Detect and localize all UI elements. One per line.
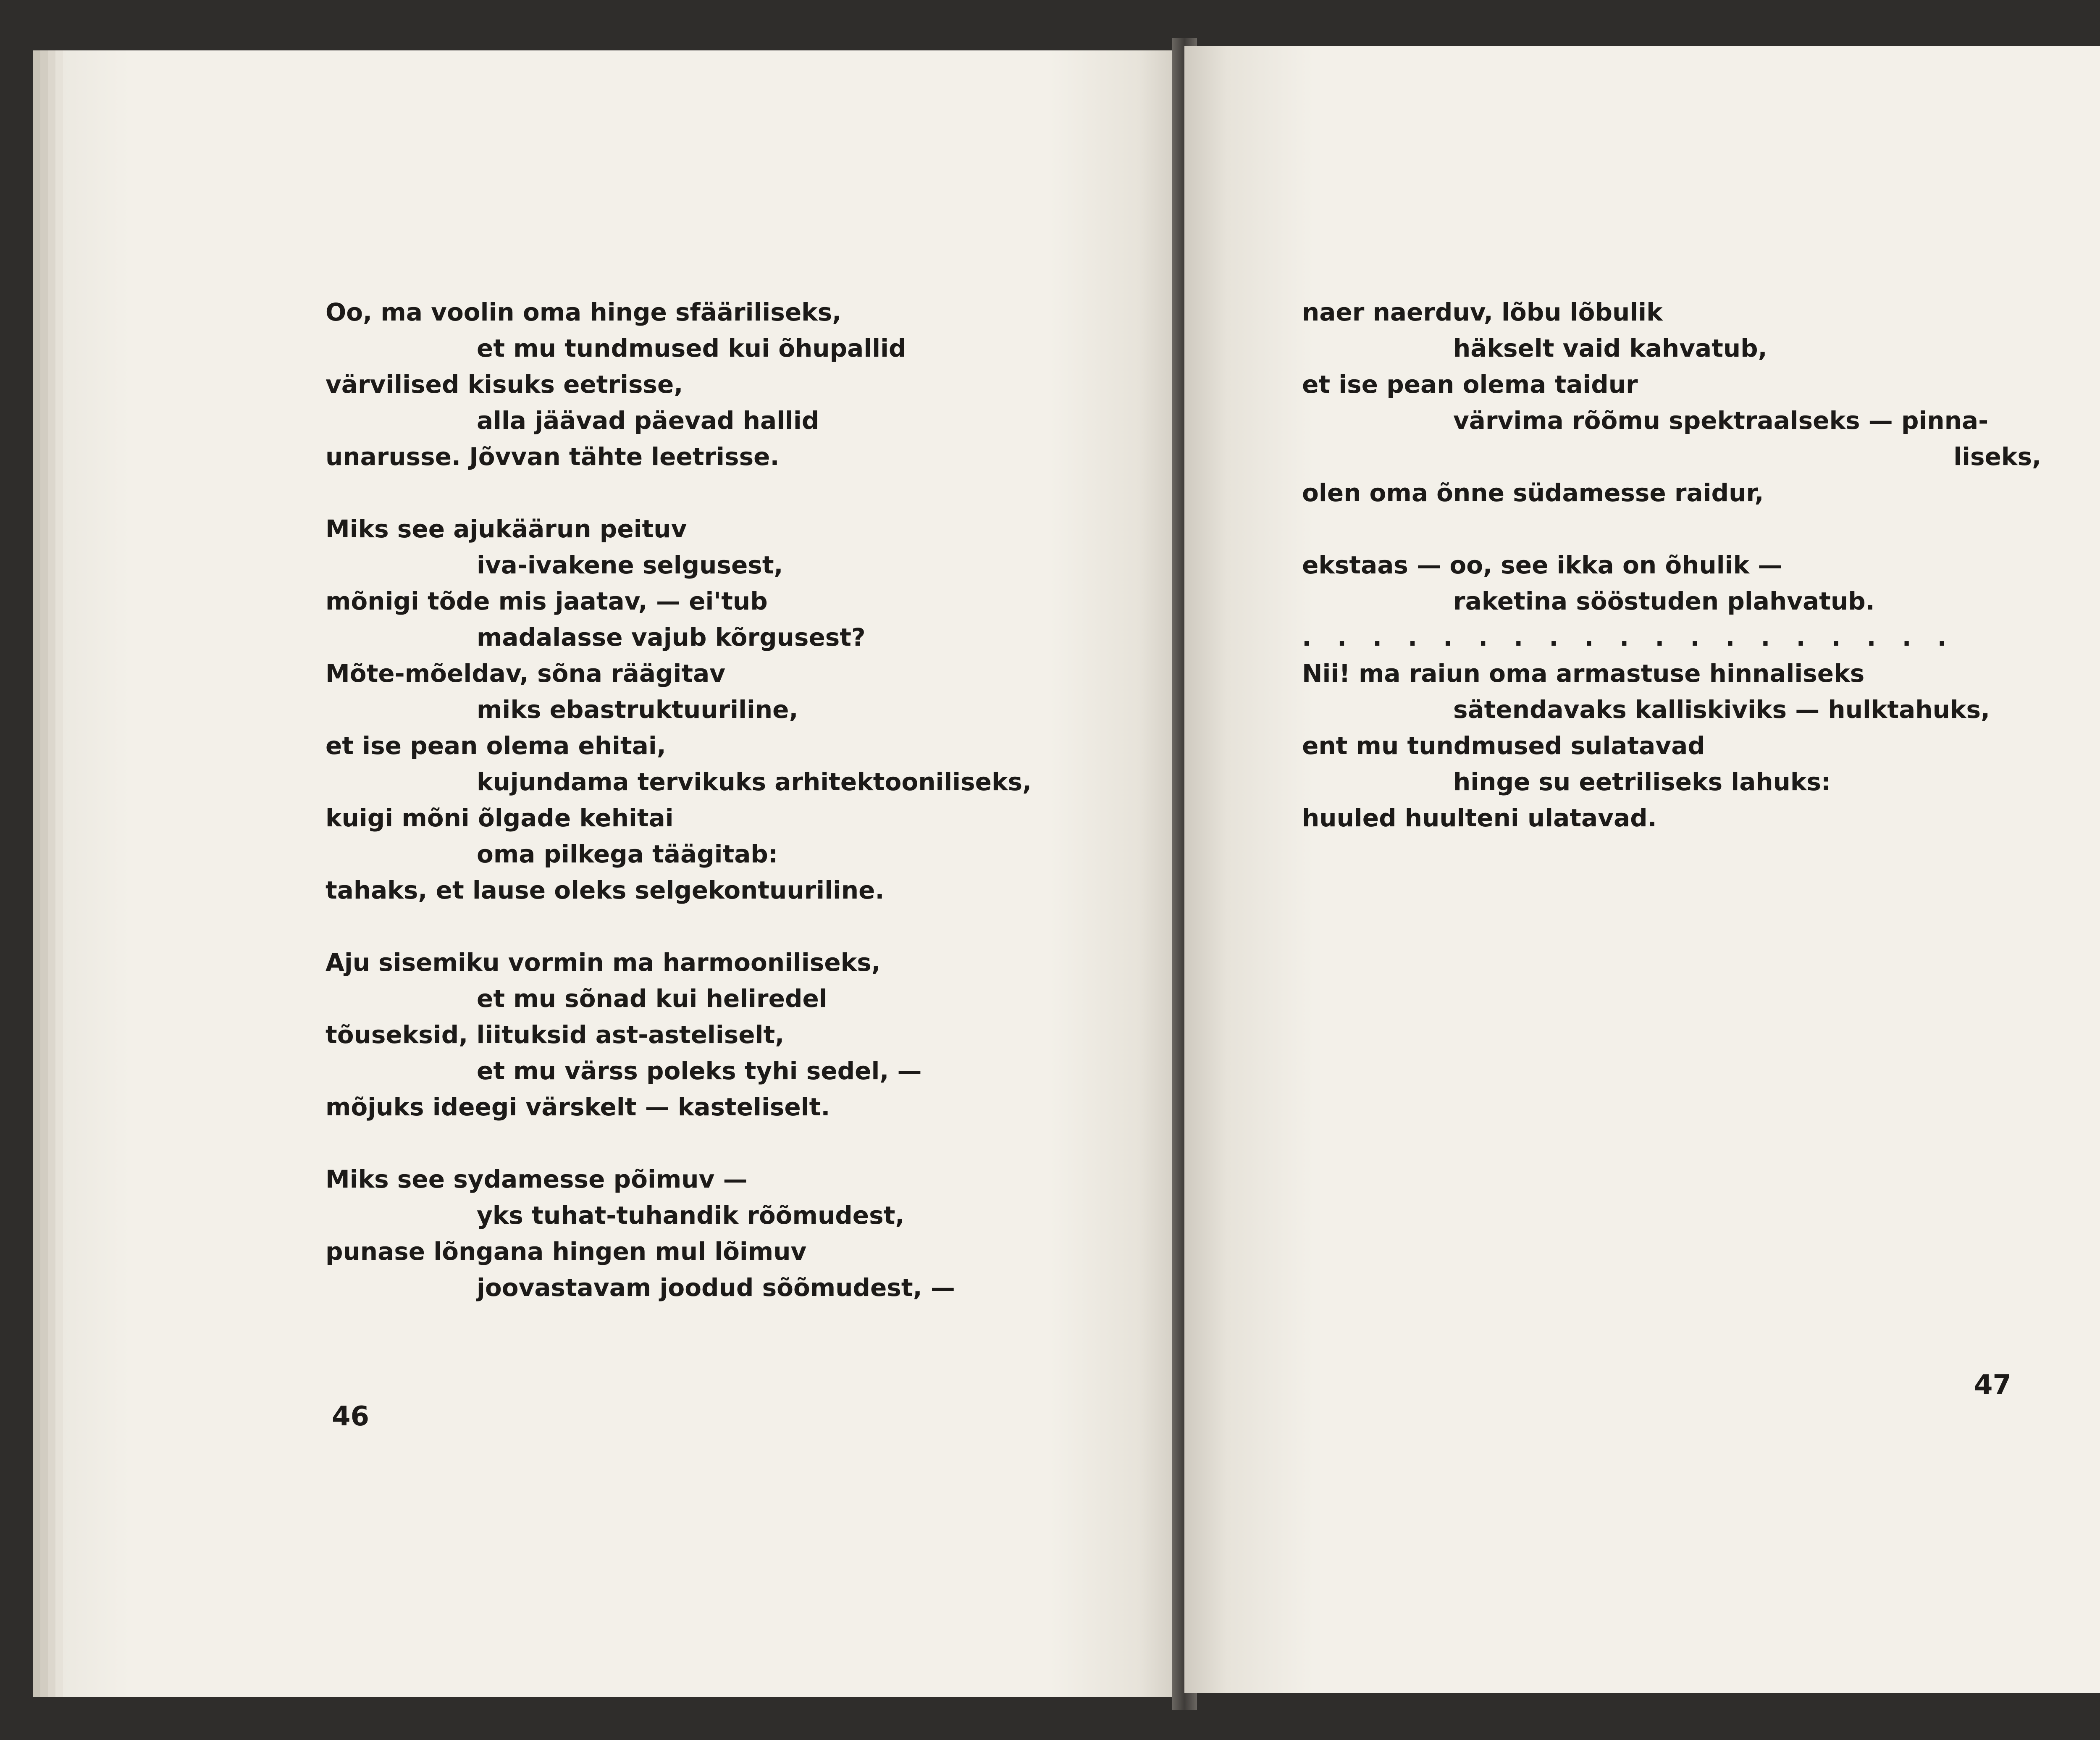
poem-line: mõnigi tõde mis jaatav, — ei'tub — [326, 587, 768, 615]
poem-line-continuation: liseks, — [1953, 442, 2041, 471]
poem-line: et mu tundmused kui õhupallid — [477, 334, 906, 363]
poem-line: olen oma õnne südamesse raidur, — [1302, 478, 1764, 507]
poem-line: et ise pean olema taidur — [1302, 370, 1638, 399]
right-page — [1184, 46, 2100, 1693]
poem-line: raketina sööstuden plahvatub. — [1453, 587, 1875, 615]
poem-line: tahaks, et lause oleks selgekontuuriline. — [326, 876, 885, 904]
poem-line: naer naerduv, lõbu lõbulik — [1302, 298, 1663, 326]
poem-line: hinge su eetriliseks lahuks: — [1453, 767, 1831, 796]
poem-line: Oo, ma voolin oma hinge sfääriliseks, — [326, 298, 842, 326]
poem-line: sätendavaks kalliskiviks — hulktahuks, — [1453, 695, 1990, 724]
poem-line: Aju sisemiku vormin ma harmooniliseks, — [326, 948, 881, 977]
poem-line: iva-ivakene selgusest, — [477, 551, 783, 579]
poem-line: et ise pean olema ehitai, — [326, 731, 666, 760]
left-page-number: 46 — [332, 1401, 370, 1432]
poem-line: Nii! ma raiun oma armastuse hinnaliseks — [1302, 659, 1865, 688]
right-poem — [1302, 294, 2041, 836]
poem-line: huuled huulteni ulatavad. — [1302, 804, 1657, 832]
left-poem — [326, 294, 1032, 1306]
poem-line: unarusse. Jõvvan tähte leetrisse. — [326, 442, 780, 471]
poem-line: Miks see sydamesse põimuv — — [326, 1165, 748, 1193]
poem-line: Mõte-mõeldav, sõna räägitav — [326, 659, 726, 688]
left-page — [63, 50, 1184, 1697]
poem-line: miks ebastruktuuriline, — [477, 695, 798, 724]
poem-line: joovastavam joodud sõõmudest, — — [477, 1273, 955, 1302]
right-page-number: 47 — [1974, 1369, 2012, 1401]
poem-line: kuigi mõni õlgade kehitai — [326, 804, 674, 832]
poem-line: mõjuks ideegi värskelt — kasteliselt. — [326, 1093, 830, 1121]
poem-line: häkselt vaid kahvatub, — [1453, 334, 1767, 363]
poem-line: ent mu tundmused sulatavad — [1302, 731, 1705, 760]
poem-line: Miks see ajukäärun peituv — [326, 515, 687, 543]
poem-line: alla jäävad päevad hallid — [477, 406, 819, 435]
poem-line: oma pilkega täägitab: — [477, 840, 778, 868]
poem-line: et mu sõnad kui heliredel — [477, 984, 827, 1013]
poem-line: madalasse vajub kõrgusest? — [477, 623, 866, 652]
poem-line: värvilised kisuks eetrisse, — [326, 370, 683, 399]
poem-line: punase lõngana hingen mul lõimuv — [326, 1237, 807, 1266]
poem-line: kujundama tervikuks arhitektooniliseks, — [477, 767, 1032, 796]
poem-line: ekstaas — oo, see ikka on õhulik — — [1302, 551, 1782, 579]
poem-line: värvima rõõmu spektraalseks — pinna- — [1453, 406, 1989, 435]
poem-line: et mu värss poleks tyhi sedel, — — [477, 1057, 922, 1085]
poem-line: tõuseksid, liituksid ast-asteliselt, — [326, 1020, 785, 1049]
ellipsis-dots: ................... — [1302, 623, 1973, 652]
poem-line: yks tuhat-tuhandik rõõmudest, — [477, 1201, 905, 1230]
